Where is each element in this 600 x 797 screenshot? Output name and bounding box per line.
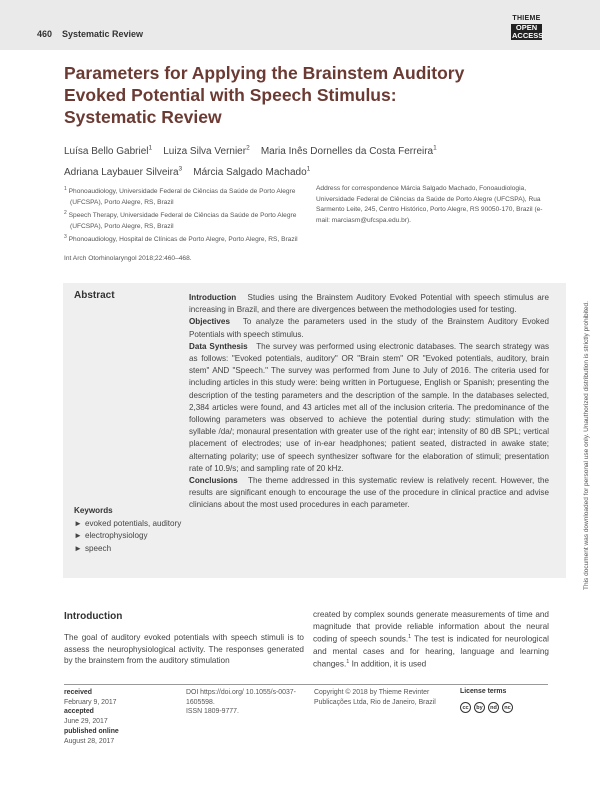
doi-link[interactable]: DOI https://doi.org/ 10.1055/s-0037-1605598. — [186, 689, 296, 706]
thieme-open-access-logo — [511, 15, 542, 40]
cc-icon: cc — [460, 702, 471, 713]
header-bar — [0, 0, 600, 50]
introduction-left-column: The goal of auditory evoked potentials with speech stimuli is to assess the neurophysiological activity. The responses generated by the brainstem from the auditory stimulation — [64, 633, 304, 666]
keyword-item: ► speech — [74, 543, 184, 555]
reference-marker[interactable]: 1 — [346, 659, 350, 666]
logo-line-3: ACCESS — [512, 31, 544, 40]
keyword-item: ► evoked potentials, auditory — [74, 518, 184, 530]
article-title: Parameters for Applying the Brainstem Auditory Evoked Potential with Speech Stimulus: Systematic Review — [64, 63, 465, 127]
issn: ISSN 1809-9777. — [186, 708, 239, 716]
affiliation-item: $^3$ Phonoaudiology, Hospital de Clínicas de Porto Alegre, Porto Alegre, RS, Brazil — [64, 234, 298, 244]
cc-by-icon: by — [474, 702, 485, 713]
author: Márcia Salgado Machado$^1$ — [193, 165, 311, 178]
abstract-body — [189, 292, 549, 512]
affiliations — [64, 184, 304, 246]
download-notice: This document was downloaded for personal use only. Unauthorized distribution is strictly prohibited. — [583, 301, 590, 590]
journal-citation: Int Arch Otorhinolaryngol 2018;22:460–468. — [64, 255, 192, 262]
keyword-item: ► electrophysiology — [74, 530, 184, 542]
running-head: Systematic Review — [62, 29, 144, 39]
page-number: 460 — [37, 29, 53, 39]
keywords — [74, 505, 184, 555]
logo-line-1: THIEME — [512, 15, 541, 22]
abstract-section: Data Synthesis The survey was performed using electronic databases. The search strategy was as follows: "Evoked potentials, auditory" OR "Brain stem" OR "Evoked potentials, auditory, brain stem" AND "Speech." The survey was performed from June to July of 2016. The criteria used for including articles in this study were: being written in Portuguese, English or Spanish; presenting the description of the testing parameters and the description of the sample. In the databases selected, 2,384 articles were found, and 43 articles met all of the inclusion criteria. The predominance of the following parameters was observed to achieve the potential during study: stimulation with the syllable /da/; monaural presentation with greater use of the right ear; intensity of 80 dB SPL; vertical placement of electrodes; use of in-ear headphones; patient seated, distracted in awake state; alternating polarity; use of speech synthesizer software for the elaboration of stimuli; presentation rate of 10.9/s; and sampling rate of 20 kHz. — [189, 341, 549, 473]
affiliation-item: $^1$ Phonoaudiology, Universidade Federal de Ciências da Saúde de Porto Alegre (UFCSPA), Porto Alegre, RS, Brazil — [64, 186, 296, 206]
introduction-right-column: created by complex sounds generate measurements of time and magnitude that provide reliable information about the neural coding of speech sounds.$^1$ The test is indicated for neurological and mental cases and for hearing, language and learning changes.$^1$ In addition, it is used — [313, 610, 550, 669]
abstract-section: Conclusions The theme addressed in this systematic review is relatively recent. However, the results are significant enough to encourage the use of the procedure in clinical practice and advise clinicians about the most used procedures in each parameter. — [189, 476, 549, 510]
reference-marker[interactable]: 1 — [408, 634, 412, 641]
author: Luísa Bello Gabriel$^1$ — [64, 145, 153, 158]
license-terms-label[interactable]: License terms — [460, 688, 507, 695]
author: Maria Inês Dornelles da Costa Ferreira$^1$ — [260, 145, 437, 158]
affiliation-item: $^2$ Speech Therapy, Universidade Federal de Ciências da Saúde de Porto Alegre (UFCSPA), Porto Alegre, RS, Brazil — [64, 210, 297, 230]
footer-divider — [64, 684, 548, 685]
author: Adriana Laybauer Silveira$^3$ — [64, 165, 183, 178]
keywords-heading: Keywords — [74, 506, 113, 515]
author: Luiza Silva Vernier$^2$ — [163, 145, 250, 158]
abstract-section: Introduction Studies using the Brainstem Auditory Evoked Potential with speech stimulus are increasing in Brazil, and there are divergences between the methodologies used for testing. — [189, 293, 549, 315]
creative-commons-icons — [460, 702, 513, 713]
abstract-heading: Abstract — [74, 290, 115, 301]
logo-line-2: OPEN — [511, 24, 542, 32]
abstract-section: Objectives To analyze the parameters used in the study of the Brainstem Auditory Evoked Potentials with speech stimulus. — [189, 317, 549, 339]
introduction-heading: Introduction — [64, 611, 123, 622]
cc-nd-icon: nd — [488, 702, 499, 713]
correspondence-address: Address for correspondence Márcia Salgado Machado, Fonoaudiologia, Universidade Federal de Ciências da Saúde de Porto Alegre (UFCSPA), Rua Sarmento Leite, 245, Centro Histórico, Porto Alegre, RS 90050-170, Brazil (e-mail: marciasm@ufcspa.edu.br). — [316, 185, 543, 224]
copyright-notice: Copyright © 2018 by Thieme Revinter Publicações Ltda, Rio de Janeiro, Brazil — [314, 689, 436, 706]
arrow-bullet-icon: ► — [74, 531, 83, 541]
arrow-bullet-icon: ► — [74, 543, 83, 553]
doi-issn — [186, 688, 306, 717]
cc-nc-icon: nc — [502, 702, 513, 713]
article-dates: received February 9, 2017 accepted June 29, 2017 published online August 28, 2017 — [64, 689, 119, 745]
author-list — [64, 140, 544, 181]
arrow-bullet-icon: ► — [74, 519, 83, 529]
